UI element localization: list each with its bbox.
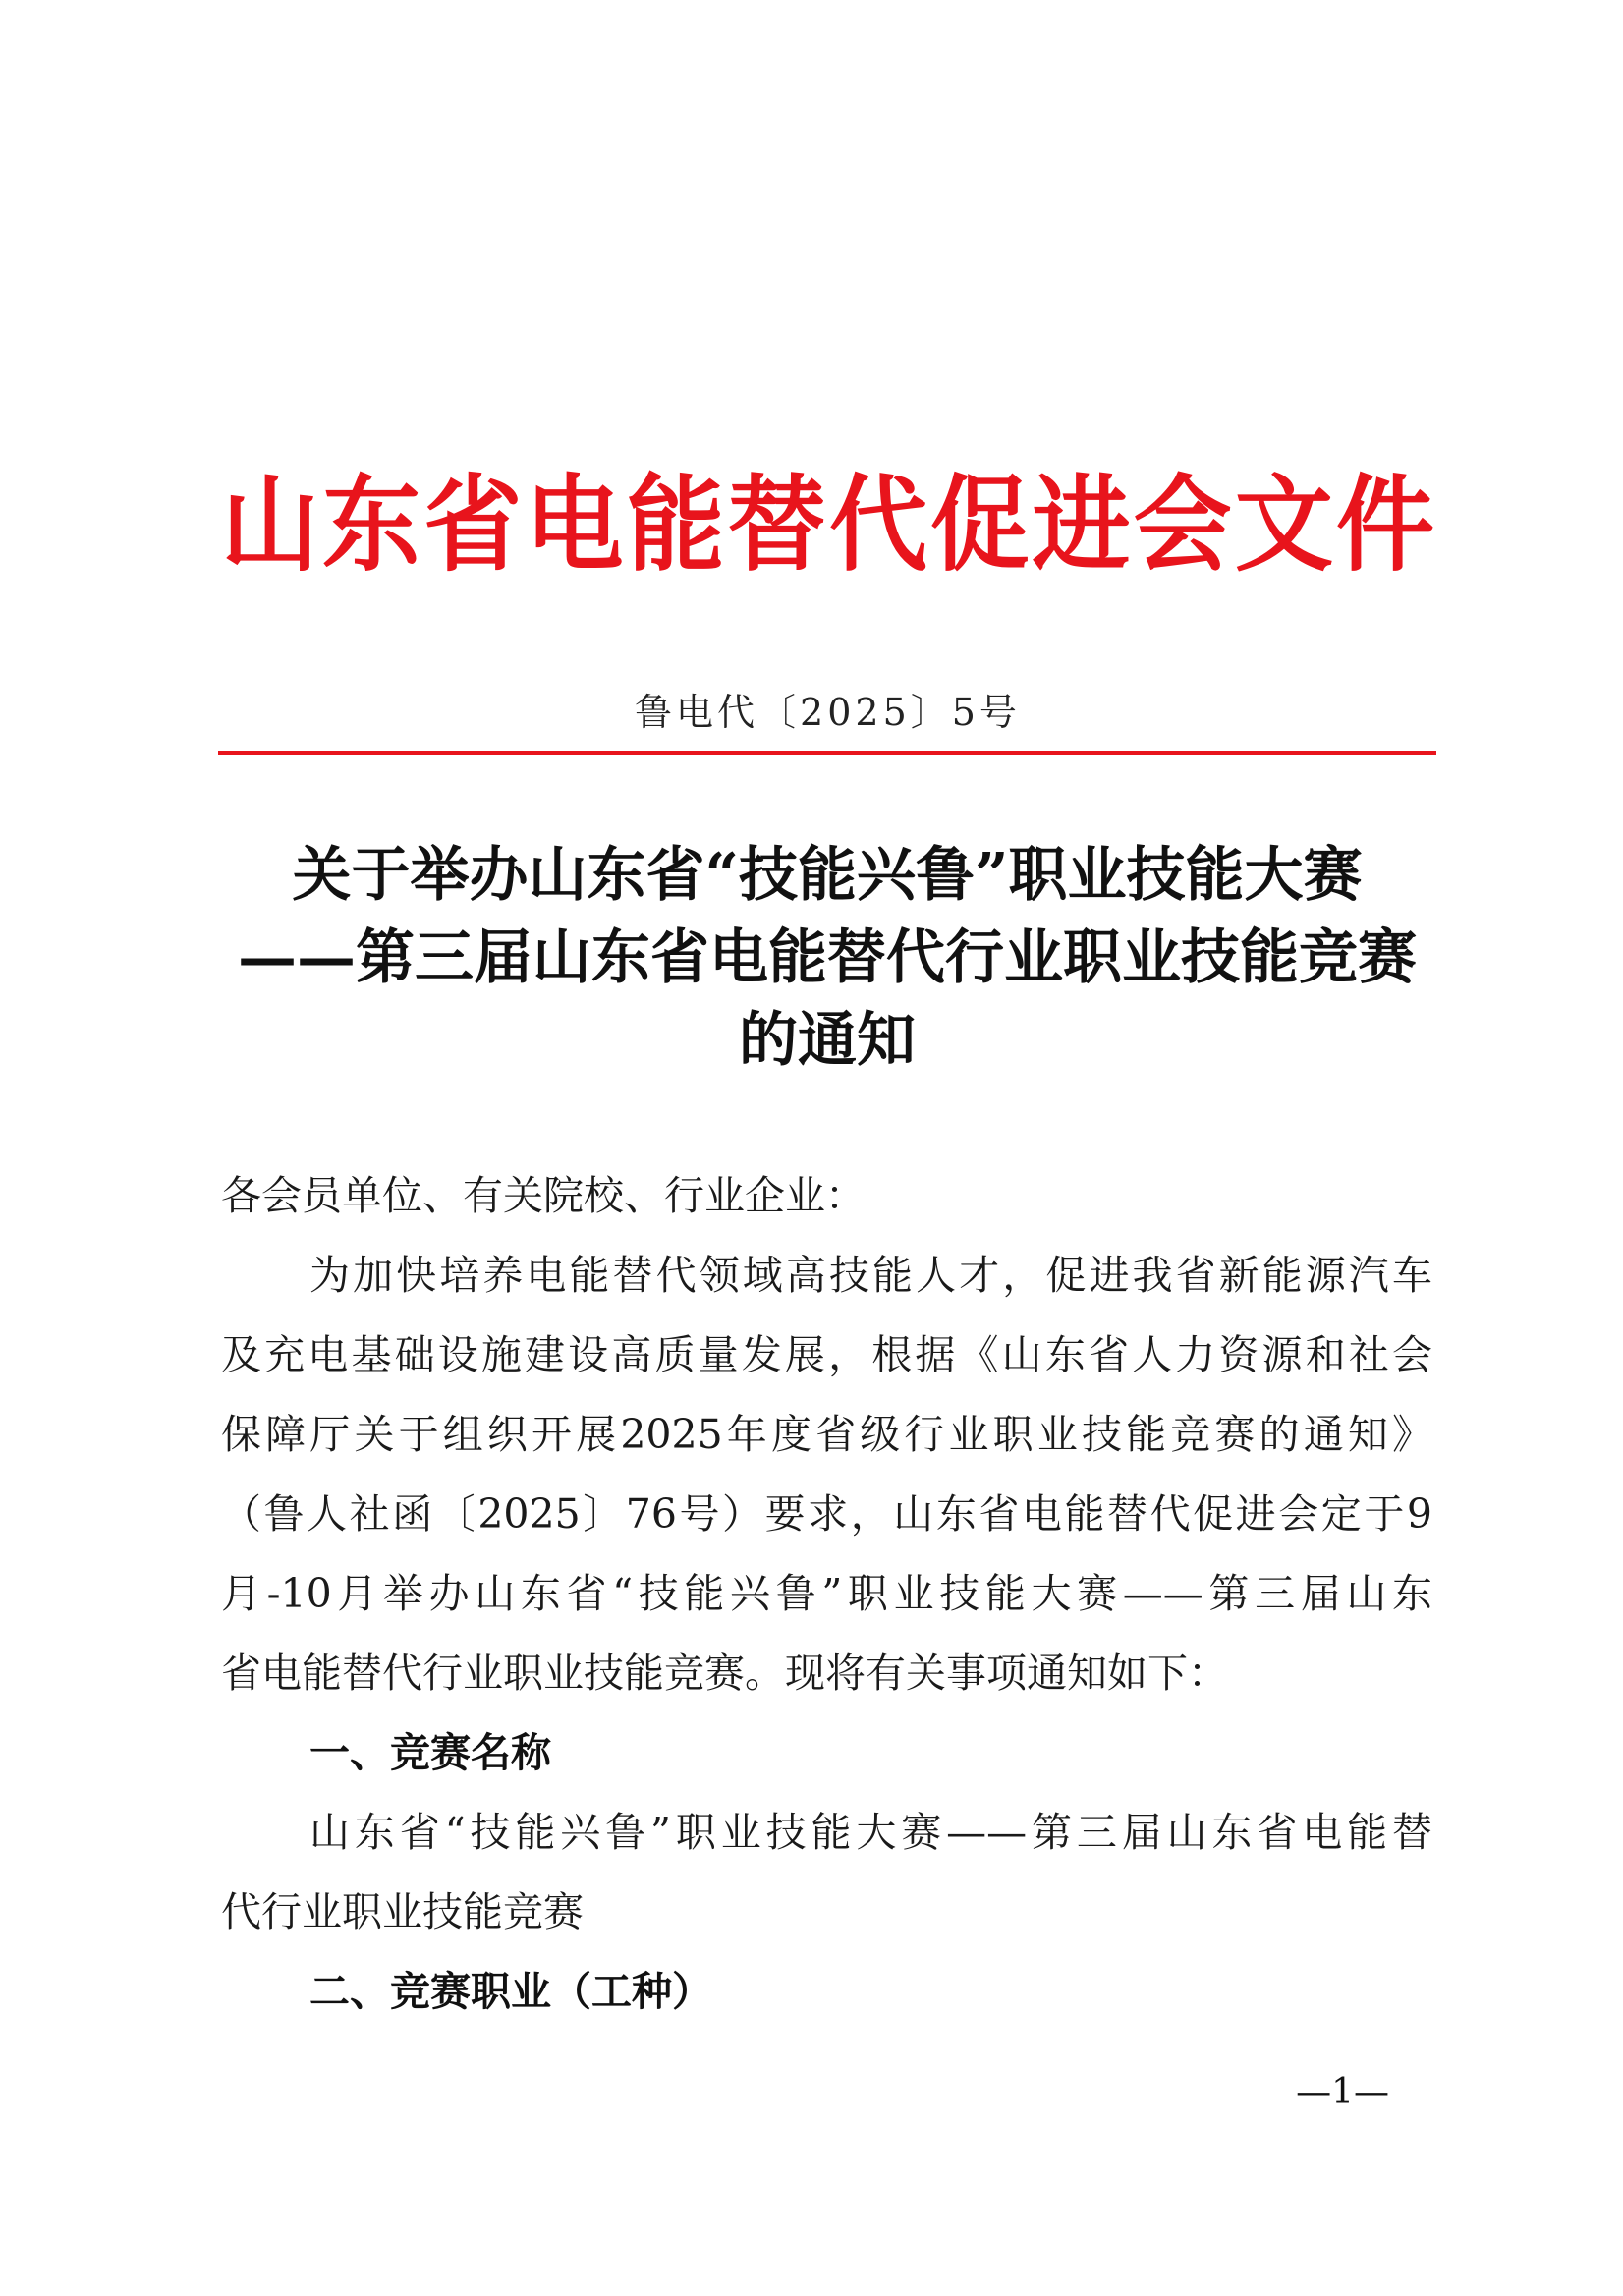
intro-line-1: 为加快培养电能替代领域高技能人才，促进我省新能源汽车 [309, 1252, 1432, 1299]
intro-line-2: 及充电基础设施建设高质量发展，根据《山东省人力资源和社会 [221, 1331, 1432, 1378]
intro-line-6: 省电能替代行业职业技能竞赛。现将有关事项通知如下： [221, 1650, 1228, 1697]
red-divider-line [218, 751, 1436, 755]
notice-title-line-2: ——第三届山东省电能替代行业职业技能竞赛 [238, 924, 1417, 992]
salutation: 各会员单位、有关院校、行业企业： [221, 1172, 866, 1219]
section-1-line-2: 代行业职业技能竞赛 [221, 1888, 584, 1935]
notice-title [206, 834, 1448, 1082]
issuer-header-title: 山东省电能替代促进会文件 [221, 466, 1434, 584]
intro-line-5: 月-10月举办山东省“技能兴鲁”职业技能大赛——第三届山东 [221, 1570, 1432, 1617]
intro-line-3: 保障厅关于组织开展2025年度省级行业职业技能竞赛的通知》 [221, 1411, 1432, 1458]
notice-title-line-3: 的通知 [739, 1006, 916, 1075]
section-1-line-1: 山东省“技能兴鲁”职业技能大赛——第三届山东省电能替 [309, 1809, 1432, 1856]
section-heading-competition-occupation: 二、竞赛职业（工种） [309, 1968, 712, 2015]
document-body [221, 1156, 1432, 2032]
notice-title-line-1: 关于举办山东省“技能兴鲁”职业技能大赛 [292, 841, 1363, 910]
page-number: —1— [1296, 2072, 1389, 2112]
section-heading-competition-name: 一、竞赛名称 [309, 1729, 551, 1776]
intro-line-4: （鲁人社函〔2025〕76号）要求，山东省电能替代促进会定于9 [221, 1490, 1432, 1538]
document-number: 鲁电代〔2025〕5号 [635, 691, 1021, 734]
